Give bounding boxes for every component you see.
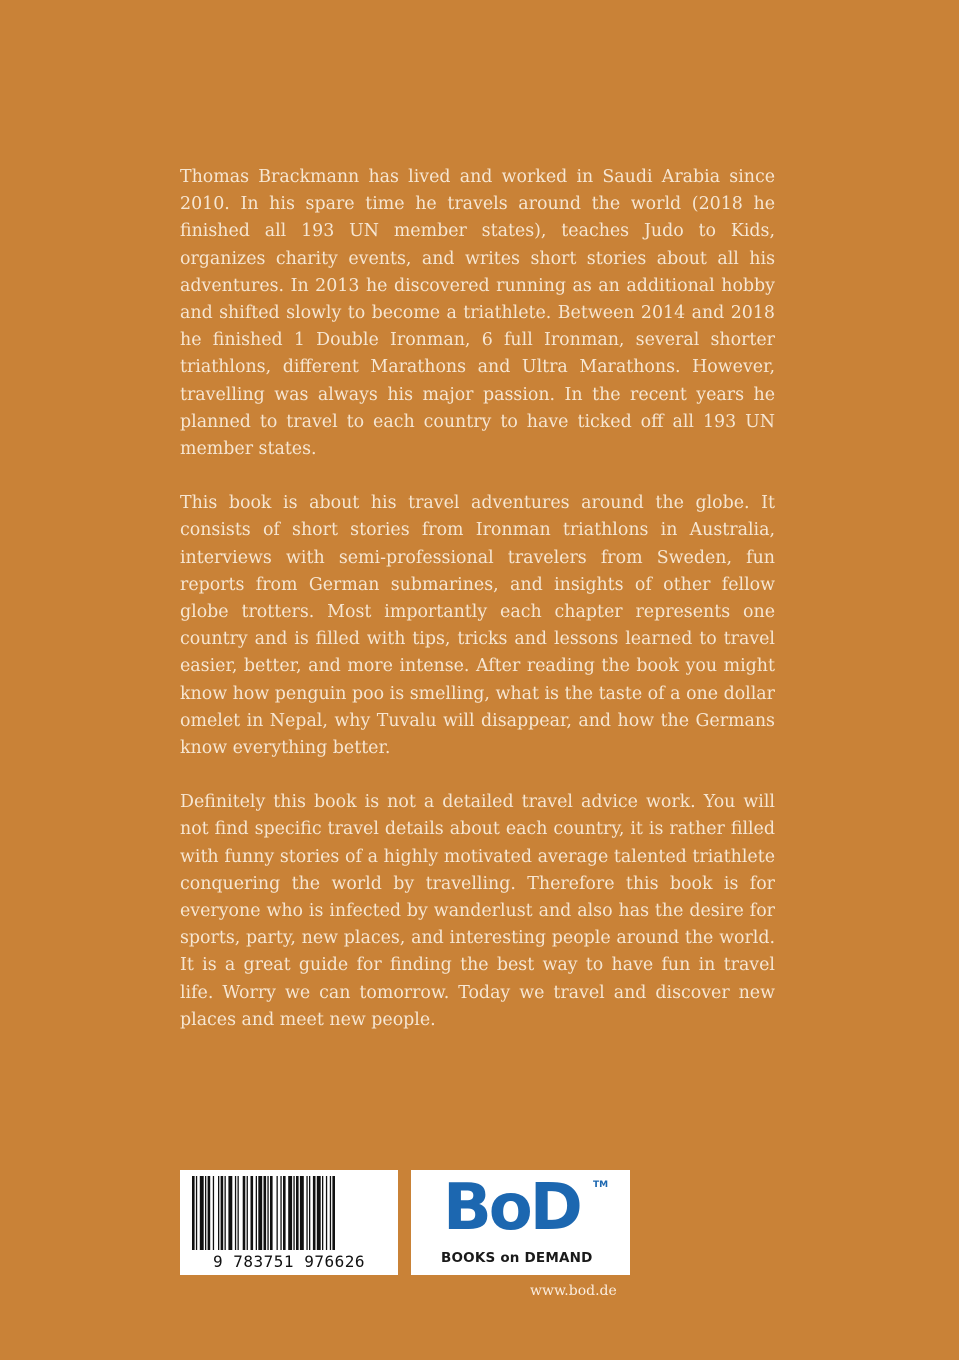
barcode-bar: [313, 1176, 316, 1250]
barcode-bar: [235, 1176, 236, 1250]
barcode-bar: [208, 1176, 211, 1250]
barcode-bar: [192, 1176, 195, 1250]
barcode-bar: [288, 1176, 292, 1250]
barcode-bar: [283, 1176, 286, 1250]
barcode-bar: [332, 1176, 335, 1250]
barcode-bar: [309, 1176, 310, 1250]
barcode-bar: [213, 1176, 214, 1250]
barcode-bar: [256, 1176, 257, 1250]
barcode-bar: [300, 1176, 304, 1250]
trademark-mark: TM: [593, 1180, 609, 1190]
isbn-barcode: [180, 1170, 398, 1275]
barcode-bar: [258, 1176, 262, 1250]
barcode-bar: [200, 1176, 204, 1250]
publisher-logo: [411, 1170, 630, 1275]
barcode-bar: [330, 1176, 331, 1250]
barcode-bar: [296, 1176, 299, 1250]
barcode-bar: [264, 1176, 267, 1250]
isbn-digits: 9 783751 976626: [213, 1252, 365, 1271]
book-summary-paragraph: Definitely this book is not a detailed travel advice work. You will not find specific travel details about each country, it is rather filled with funny stories of a highly motivated average talented triathlete conquering the world by travelling. Therefore this book is for everyone who is infected by wanderlust and also has the desire for sports, party, new places, and interesting people around the world. It is a great guide for finding the best way to have fun in travel life. Worry we can tomorrow. Today we travel and discover new places and meet new people.: [180, 792, 775, 1030]
barcode-bar: [267, 1176, 268, 1250]
barcode-bar: [326, 1176, 327, 1250]
barcode-bar: [251, 1176, 254, 1250]
book-description-paragraph: This book is about his travel adventures around the globe. It consists of short stories from Ironman triathlons in Australia, interviews with semi-professional travelers from Sweden, fun reports from German submarines, and insights of other fellow globe trotters. Most importantly each chapter represents one country and is filled with tips, tricks and lessons learned to travel easier, better, and more intense. After reading the book you might know how penguin poo is smelling, what is the taste of a one dollar omelet in Nepal, why Tuvalu will disappear, and how the Germans know everything better.: [180, 493, 775, 759]
barcode-bar: [317, 1176, 321, 1250]
barcode-bar: [277, 1176, 278, 1250]
barcode-bar: [221, 1176, 224, 1250]
barcode-bar: [218, 1176, 219, 1250]
barcode-bar: [322, 1176, 323, 1250]
barcode-bar: [293, 1176, 294, 1250]
barcode-bar: [243, 1176, 246, 1250]
publisher-tagline: BOOKS on DEMAND: [441, 1250, 593, 1266]
barcode-bar: [306, 1176, 307, 1250]
barcode-bar: [196, 1176, 197, 1250]
barcode-bars: [184, 1176, 394, 1250]
barcode-bar: [205, 1176, 206, 1250]
barcode-bar: [238, 1176, 239, 1250]
barcode-bar: [247, 1176, 248, 1250]
publisher-website[interactable]: www.bod.de: [530, 1283, 617, 1299]
barcode-bar: [270, 1176, 273, 1250]
barcode-bar: [225, 1176, 226, 1250]
bod-wordmark: BoD: [443, 1171, 580, 1245]
barcode-bar: [280, 1176, 281, 1250]
barcode-bar: [228, 1176, 232, 1250]
author-bio-paragraph: Thomas Brackmann has lived and worked in Saudi Arabia since 2010. In his spare time he travels around the world (2018 he finished all 193 UN member states), teaches Judo to Kids, organizes charity events, and writes short stories about all his adventures. In 2013 he discovered running as an additional hobby and shifted slowly to become a triathlete. Between 2014 and 2018 he finished 1 Double Ironman, 6 full Ironman, several shorter triathlons, different Marathons and Ultra Marathons. However, travelling was always his major passion. In the recent years he planned to travel to each country to have ticked off all 193 UN member states.: [180, 167, 775, 460]
blurb: [180, 164, 775, 1061]
